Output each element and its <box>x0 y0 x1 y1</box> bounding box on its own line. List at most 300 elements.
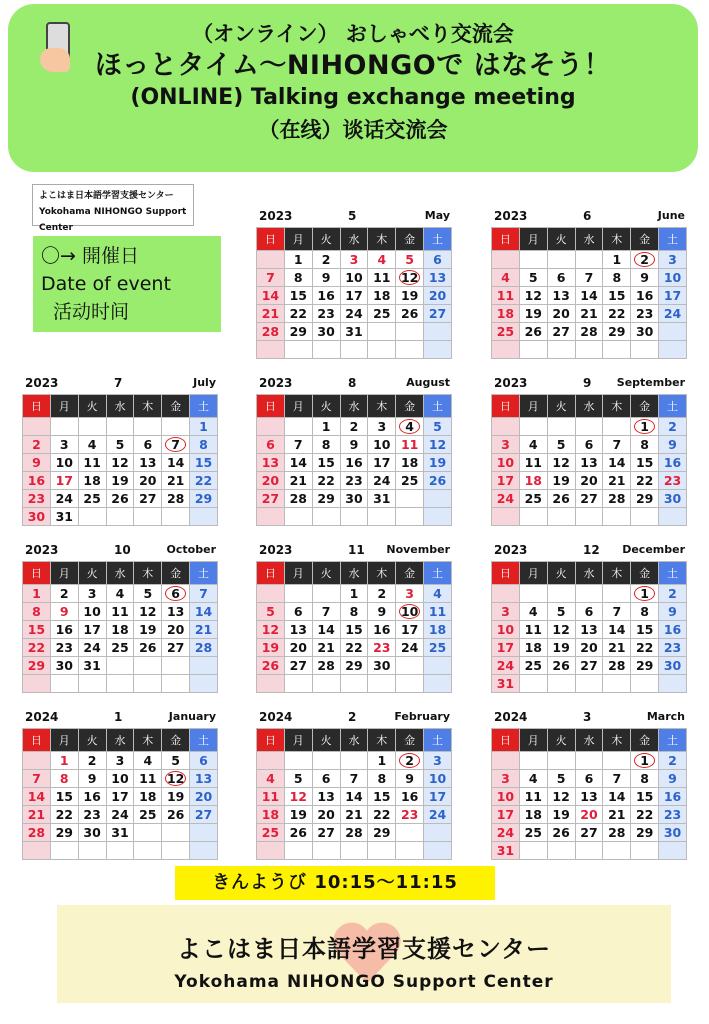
day-cell <box>659 305 687 323</box>
day-number: 8 <box>640 436 649 452</box>
month-table <box>256 227 452 359</box>
day-cell <box>368 251 396 269</box>
day-cell <box>284 454 312 472</box>
weekday-header: 月 <box>519 562 547 585</box>
weekday-header: 火 <box>312 562 340 585</box>
day-cell <box>396 418 424 436</box>
day-cell <box>340 788 368 806</box>
day-cell <box>368 287 396 305</box>
day-number: 15 <box>55 788 73 804</box>
day-cell <box>519 305 547 323</box>
day-number: 26 <box>552 657 570 673</box>
weekday-header: 金 <box>162 729 190 752</box>
month-header <box>491 539 687 561</box>
day-cell <box>162 436 190 454</box>
day-cell <box>368 269 396 287</box>
day-cell <box>603 621 631 639</box>
month-table <box>256 394 452 526</box>
day-cell <box>424 842 452 860</box>
day-cell <box>78 806 106 824</box>
day-cell <box>631 752 659 770</box>
day-cell <box>50 788 78 806</box>
center-logo-small <box>32 184 194 233</box>
weekday-header: 月 <box>50 729 78 752</box>
day-cell <box>547 472 575 490</box>
day-cell <box>547 436 575 454</box>
logo-small-en: Yokohama NIHONGO Support Center <box>39 207 187 233</box>
day-cell <box>284 472 312 490</box>
day-number: 4 <box>528 436 538 452</box>
day-cell <box>190 621 218 639</box>
day-cell <box>659 490 687 508</box>
day-cell <box>492 657 520 675</box>
day-cell <box>134 472 162 490</box>
month-table <box>22 394 218 526</box>
day-cell <box>603 585 631 603</box>
day-cell <box>23 788 51 806</box>
day-cell <box>659 585 687 603</box>
day-number: 9 <box>321 269 331 285</box>
day-cell <box>23 490 51 508</box>
day-cell <box>340 269 368 287</box>
month-header <box>22 372 218 394</box>
month-name: September <box>616 376 685 389</box>
legend-line-1: 〇→ 開催日 <box>41 245 139 267</box>
month-header <box>256 539 452 561</box>
day-number: 14 <box>608 454 626 470</box>
day-cell <box>162 788 190 806</box>
day-cell <box>23 508 51 526</box>
day-number: 20 <box>428 287 447 303</box>
day-number: 17 <box>55 472 73 488</box>
day-number: 27 <box>428 305 447 321</box>
weekday-header: 日 <box>492 562 520 585</box>
day-number: 17 <box>496 806 515 822</box>
weekday-header: 日 <box>257 562 285 585</box>
day-number: 24 <box>345 305 363 321</box>
day-cell <box>603 770 631 788</box>
day-number: 3 <box>501 603 510 619</box>
day-cell <box>257 323 285 341</box>
day-number: 10 <box>663 269 682 285</box>
day-number: 7 <box>293 436 303 452</box>
day-number: 22 <box>635 806 654 822</box>
day-cell <box>284 418 312 436</box>
day-number: 8 <box>32 603 41 619</box>
day-cell <box>50 472 78 490</box>
day-cell <box>368 842 396 860</box>
day-cell <box>162 639 190 657</box>
day-number: 28 <box>289 490 307 506</box>
month-year: 2024 <box>25 710 59 724</box>
day-cell <box>424 752 452 770</box>
day-cell <box>492 251 520 269</box>
month-calendar <box>256 205 452 359</box>
day-cell <box>575 770 603 788</box>
day-cell <box>659 657 687 675</box>
day-cell <box>424 341 452 359</box>
day-cell <box>575 621 603 639</box>
day-cell <box>340 585 368 603</box>
day-cell <box>368 621 396 639</box>
day-cell <box>78 508 106 526</box>
month-number: 11 <box>348 543 365 557</box>
day-number: 21 <box>27 806 46 822</box>
day-cell <box>284 341 312 359</box>
event-day-marker: 1 <box>634 753 655 768</box>
day-cell <box>190 508 218 526</box>
day-cell <box>575 788 603 806</box>
day-cell <box>396 603 424 621</box>
month-year: 2023 <box>494 376 528 390</box>
day-cell <box>78 770 106 788</box>
event-day-marker: 6 <box>165 586 186 601</box>
weekday-header: 土 <box>659 729 687 752</box>
day-cell <box>575 323 603 341</box>
weekday-header: 土 <box>424 562 452 585</box>
day-number: 15 <box>345 621 363 637</box>
day-cell <box>519 436 547 454</box>
day-number: 13 <box>428 269 447 285</box>
day-cell <box>312 490 340 508</box>
day-cell <box>340 323 368 341</box>
weekday-header: 水 <box>340 228 368 251</box>
weekday-header: 火 <box>78 729 106 752</box>
day-cell <box>312 472 340 490</box>
day-cell <box>575 287 603 305</box>
weekday-header: 土 <box>190 729 218 752</box>
day-number: 1 <box>199 418 208 434</box>
day-cell <box>631 418 659 436</box>
day-number: 1 <box>293 251 303 267</box>
weekday-header: 金 <box>396 395 424 418</box>
day-number: 9 <box>87 770 97 786</box>
weekday-header: 金 <box>631 562 659 585</box>
day-number: 13 <box>166 603 185 619</box>
day-number: 20 <box>552 305 570 321</box>
day-cell <box>284 752 312 770</box>
day-cell <box>312 418 340 436</box>
day-cell <box>284 305 312 323</box>
month-header <box>256 205 452 227</box>
day-cell <box>162 621 190 639</box>
day-cell <box>519 341 547 359</box>
day-number: 7 <box>612 436 622 452</box>
day-cell <box>631 806 659 824</box>
day-cell <box>424 472 452 490</box>
day-cell <box>257 639 285 657</box>
day-cell <box>631 323 659 341</box>
day-number: 5 <box>143 585 153 601</box>
day-number: 31 <box>111 824 129 840</box>
day-cell <box>284 269 312 287</box>
weekday-header: 日 <box>492 729 520 752</box>
day-cell <box>368 454 396 472</box>
day-number: 29 <box>635 490 654 506</box>
day-number: 18 <box>83 472 101 488</box>
day-cell <box>519 508 547 526</box>
day-cell <box>659 639 687 657</box>
day-number: 27 <box>317 824 335 840</box>
day-cell <box>190 770 218 788</box>
day-number: 8 <box>640 603 649 619</box>
day-number: 2 <box>349 418 359 434</box>
day-cell <box>368 639 396 657</box>
day-cell <box>603 418 631 436</box>
day-cell <box>547 341 575 359</box>
day-cell <box>106 806 134 824</box>
day-cell <box>396 842 424 860</box>
day-number: 5 <box>293 770 303 786</box>
day-cell <box>340 472 368 490</box>
weekday-header: 月 <box>50 395 78 418</box>
day-cell <box>78 639 106 657</box>
day-number: 17 <box>496 639 515 655</box>
day-number: 13 <box>194 770 213 786</box>
day-cell <box>519 824 547 842</box>
day-cell <box>312 639 340 657</box>
day-number: 9 <box>668 770 677 786</box>
day-number: 28 <box>27 824 46 840</box>
day-cell <box>659 824 687 842</box>
day-cell <box>134 490 162 508</box>
day-cell <box>340 824 368 842</box>
day-number: 31 <box>373 490 391 506</box>
day-cell <box>603 824 631 842</box>
day-number: 12 <box>289 788 307 804</box>
day-cell <box>312 752 340 770</box>
day-number: 15 <box>27 621 46 637</box>
day-cell <box>492 752 520 770</box>
day-cell <box>78 788 106 806</box>
day-cell <box>547 305 575 323</box>
day-cell <box>284 657 312 675</box>
day-cell <box>190 490 218 508</box>
day-number: 27 <box>552 323 570 339</box>
day-number: 15 <box>289 287 307 303</box>
day-cell <box>23 657 51 675</box>
day-number: 12 <box>428 436 447 452</box>
month-number: 8 <box>348 376 357 390</box>
day-cell <box>368 752 396 770</box>
day-number: 13 <box>261 454 280 470</box>
month-calendar <box>256 539 452 693</box>
day-number: 14 <box>608 788 626 804</box>
day-number: 15 <box>635 788 654 804</box>
month-name: June <box>657 209 685 222</box>
day-cell <box>603 269 631 287</box>
day-number: 27 <box>166 639 185 655</box>
day-cell <box>340 842 368 860</box>
day-cell <box>424 287 452 305</box>
weekday-header: 金 <box>631 228 659 251</box>
day-number: 12 <box>139 603 157 619</box>
day-number: 18 <box>139 788 157 804</box>
day-number: 23 <box>400 806 419 822</box>
day-number: 23 <box>635 305 654 321</box>
day-number: 14 <box>580 287 598 303</box>
day-cell <box>603 323 631 341</box>
day-cell <box>575 824 603 842</box>
day-cell <box>603 603 631 621</box>
day-number: 16 <box>400 788 419 804</box>
day-cell <box>106 418 134 436</box>
weekday-header: 日 <box>257 729 285 752</box>
day-cell <box>78 585 106 603</box>
month-year: 2023 <box>25 543 59 557</box>
weekday-header: 日 <box>492 395 520 418</box>
day-cell <box>190 472 218 490</box>
day-number: 23 <box>27 490 46 506</box>
day-cell <box>631 603 659 621</box>
day-number: 7 <box>349 770 359 786</box>
day-cell <box>631 454 659 472</box>
day-number: 10 <box>345 269 363 285</box>
day-cell <box>424 490 452 508</box>
day-number: 11 <box>261 788 280 804</box>
day-number: 27 <box>139 490 157 506</box>
month-calendar <box>256 706 452 860</box>
day-cell <box>396 657 424 675</box>
day-number: 16 <box>663 788 682 804</box>
day-cell <box>312 585 340 603</box>
day-number: 23 <box>663 472 682 488</box>
day-number: 19 <box>428 454 447 470</box>
day-cell <box>396 824 424 842</box>
day-number: 13 <box>580 454 598 470</box>
day-number: 30 <box>55 657 73 673</box>
day-cell <box>396 770 424 788</box>
day-cell <box>257 752 285 770</box>
weekday-header: 火 <box>78 562 106 585</box>
day-number: 8 <box>612 269 622 285</box>
day-cell <box>312 657 340 675</box>
month-calendar <box>22 372 218 526</box>
day-number: 10 <box>373 436 391 452</box>
day-number: 26 <box>139 639 157 655</box>
weekday-header: 土 <box>424 395 452 418</box>
day-cell <box>396 490 424 508</box>
day-number: 24 <box>55 490 73 506</box>
day-cell <box>340 621 368 639</box>
weekday-header: 日 <box>23 395 51 418</box>
day-number: 3 <box>377 418 387 434</box>
day-cell <box>659 454 687 472</box>
day-number: 8 <box>349 603 359 619</box>
day-cell <box>396 305 424 323</box>
day-cell <box>547 675 575 693</box>
day-cell <box>603 454 631 472</box>
day-cell <box>257 603 285 621</box>
day-cell <box>257 490 285 508</box>
day-cell <box>603 305 631 323</box>
day-cell <box>106 657 134 675</box>
day-cell <box>424 251 452 269</box>
day-cell <box>575 752 603 770</box>
day-number: 25 <box>261 824 280 840</box>
day-cell <box>284 639 312 657</box>
day-cell <box>257 788 285 806</box>
day-number: 4 <box>266 770 275 786</box>
day-cell <box>603 752 631 770</box>
day-number: 21 <box>345 806 363 822</box>
day-cell <box>575 305 603 323</box>
day-cell <box>340 454 368 472</box>
day-cell <box>134 770 162 788</box>
day-cell <box>575 269 603 287</box>
weekday-header: 土 <box>659 228 687 251</box>
weekday-header: 火 <box>312 729 340 752</box>
day-number: 11 <box>524 788 542 804</box>
day-cell <box>162 770 190 788</box>
day-cell <box>284 824 312 842</box>
day-number: 27 <box>580 657 598 673</box>
day-number: 17 <box>373 454 391 470</box>
day-number: 9 <box>59 603 69 619</box>
day-cell <box>190 842 218 860</box>
day-cell <box>396 806 424 824</box>
day-cell <box>631 675 659 693</box>
hand-icon <box>40 48 70 72</box>
day-number: 30 <box>663 657 682 673</box>
day-number: 16 <box>663 621 682 637</box>
day-number: 11 <box>400 436 419 452</box>
day-number: 6 <box>584 770 594 786</box>
day-number: 3 <box>59 436 69 452</box>
footer-logo-en: Yokohama NIHONGO Support Center <box>174 972 554 992</box>
day-number: 3 <box>405 585 414 601</box>
weekday-header: 日 <box>492 228 520 251</box>
day-number: 22 <box>317 472 335 488</box>
day-number: 25 <box>524 824 542 840</box>
day-number: 1 <box>612 251 622 267</box>
day-cell <box>284 323 312 341</box>
day-number: 18 <box>524 806 542 822</box>
day-number: 30 <box>635 323 654 339</box>
day-cell <box>547 287 575 305</box>
day-number: 22 <box>635 639 654 655</box>
day-number: 16 <box>663 454 682 470</box>
weekday-header: 土 <box>190 562 218 585</box>
day-number: 7 <box>199 585 208 601</box>
day-cell <box>257 824 285 842</box>
day-cell <box>424 824 452 842</box>
day-number: 11 <box>524 621 542 637</box>
day-number: 5 <box>556 770 566 786</box>
month-calendar <box>491 706 687 860</box>
day-cell <box>190 675 218 693</box>
weekday-header: 火 <box>547 395 575 418</box>
day-number: 15 <box>194 454 213 470</box>
day-cell <box>547 657 575 675</box>
day-number: 27 <box>580 824 598 840</box>
day-cell <box>23 824 51 842</box>
day-cell <box>396 341 424 359</box>
day-cell <box>492 639 520 657</box>
month-calendar <box>256 372 452 526</box>
day-number: 18 <box>496 305 515 321</box>
day-number: 24 <box>400 639 419 655</box>
day-cell <box>340 639 368 657</box>
day-number: 25 <box>496 323 515 339</box>
day-number: 29 <box>373 824 391 840</box>
day-cell <box>50 621 78 639</box>
day-number: 24 <box>663 305 682 321</box>
day-number: 16 <box>373 621 391 637</box>
day-cell <box>162 675 190 693</box>
month-calendar <box>22 706 218 860</box>
weekday-header: 木 <box>134 729 162 752</box>
